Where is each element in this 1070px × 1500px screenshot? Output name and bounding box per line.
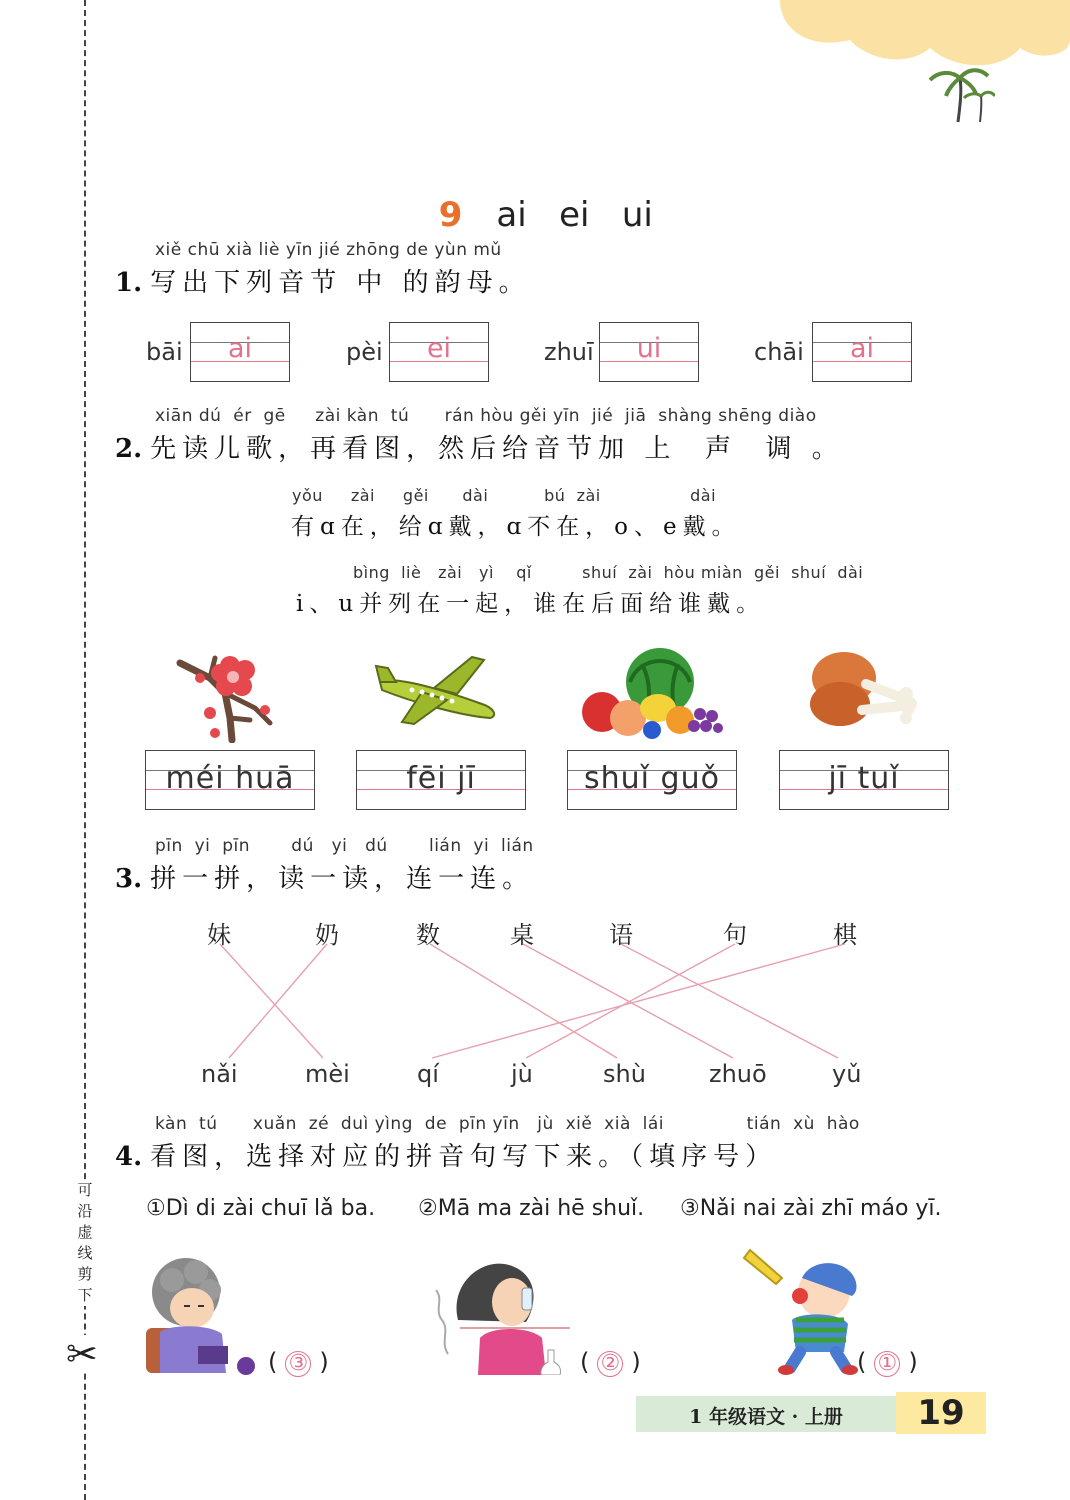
q1-answer: ei — [426, 333, 452, 364]
lesson-rhymes: ai ei ui — [496, 195, 653, 235]
hanzi-item: 奶 — [315, 921, 339, 949]
pinyin-item: jù — [511, 1060, 533, 1088]
match-line — [430, 944, 617, 1058]
q2-answer: shuǐ guǒ — [584, 761, 720, 796]
page-number: 19 — [917, 1393, 965, 1433]
q2-answer: fēi jī — [406, 761, 476, 796]
rhyme-line1: 有ɑ在，给ɑ戴，ɑ不在，o、e戴。 — [291, 514, 741, 540]
answer-number: ② — [597, 1351, 623, 1377]
pinyin-item: mèi — [305, 1060, 350, 1088]
answer-paren: ( ③ ) — [268, 1348, 329, 1376]
rhyme-line1-pinyin: yǒu zài gěi dài bú zài dài — [292, 486, 717, 505]
pinyin-item: qí — [417, 1060, 439, 1088]
sentence-option: ③Nǎi nai zài zhī máo yī. — [680, 1196, 942, 1221]
scissors-icon: ✂ — [66, 1332, 98, 1376]
q4-pinyin: kàn tú xuǎn zé duì yìng de pīn yīn jù xiě xià lái tián xù hào — [155, 1114, 860, 1134]
hanzi-item: 语 — [609, 921, 633, 949]
boy-trumpet-icon — [740, 1248, 865, 1376]
answer-paren: ( ① ) — [857, 1348, 918, 1376]
q2-title-text: 先读儿歌，再看图，然后给音节加 上 声 调 。 — [150, 434, 844, 464]
q1-syllable: zhuī — [544, 338, 594, 366]
q4-number: 4. — [115, 1142, 143, 1172]
book-label: 1 年级语文 · 上册 — [689, 1406, 843, 1428]
q1-answer: ai — [849, 333, 875, 364]
q1-syllable: bāi — [146, 338, 183, 366]
answer-number: ① — [874, 1351, 900, 1377]
pinyin-item: shù — [603, 1060, 646, 1088]
mother-drinking-icon — [430, 1250, 580, 1375]
sentence-option: ②Mā ma zài hē shuǐ. — [418, 1196, 645, 1221]
match-line — [523, 944, 733, 1058]
cut-note: 可沿虚线剪下 — [74, 1180, 96, 1306]
sentence-option: ①Dì di zài chuī lǎ ba. — [146, 1196, 376, 1221]
q1-title-text: 写出下列音节 中 的韵母。 — [150, 268, 531, 298]
q2-answer: méi huā — [165, 761, 295, 796]
q2-answer: jī tuǐ — [828, 761, 900, 796]
hanzi-item: 棋 — [833, 921, 857, 949]
q1-syllable: chāi — [754, 338, 804, 366]
match-line — [229, 944, 327, 1058]
q3-number: 3. — [115, 864, 143, 894]
match-line — [621, 944, 838, 1058]
pinyin-item: yǔ — [832, 1060, 862, 1088]
q4-title — [115, 1136, 777, 1173]
answer-number: ③ — [285, 1351, 311, 1377]
hanzi-item: 句 — [723, 921, 747, 949]
hanzi-item: 数 — [416, 921, 440, 949]
match-line — [432, 944, 845, 1058]
lesson-number: 9 — [438, 195, 463, 235]
rhyme-line2-pinyin: bìng liè zài yì qǐ shuí zài hòu miàn gěi shuí dài — [353, 563, 864, 582]
rhyme-line2: i、u并列在一起，谁在后面给谁戴。 — [296, 591, 766, 617]
grandma-knitting-icon — [140, 1250, 270, 1375]
q2-number: 2. — [115, 434, 143, 464]
hanzi-item: 桌 — [510, 921, 534, 949]
hanzi-item: 妹 — [207, 921, 231, 949]
match-line — [220, 944, 323, 1058]
pinyin-item: zhuō — [709, 1060, 767, 1088]
q2-pinyin: xiān dú ér gē zài kàn tú rán hòu gěi yīn jié jiā shàng shēng diào — [155, 406, 817, 426]
q1-number: 1. — [115, 268, 143, 298]
q1-answer: ai — [227, 333, 253, 364]
pinyin-item: nǎi — [201, 1060, 238, 1088]
q3-pinyin: pīn yi pīn dú yi dú lián yi lián — [155, 836, 534, 856]
q1-pinyin: xiě chū xià liè yīn jié zhōng de yùn mǔ — [155, 240, 502, 260]
q4-title-text: 看图，选择对应的拼音句写下来。（填序号） — [150, 1142, 778, 1172]
match-line — [526, 944, 735, 1058]
q1-syllable: pèi — [346, 338, 383, 366]
q3-title-text: 拼一拼，读一读，连一连。 — [150, 864, 535, 894]
q1-answer: ui — [636, 333, 662, 364]
answer-paren: ( ② ) — [580, 1348, 641, 1376]
